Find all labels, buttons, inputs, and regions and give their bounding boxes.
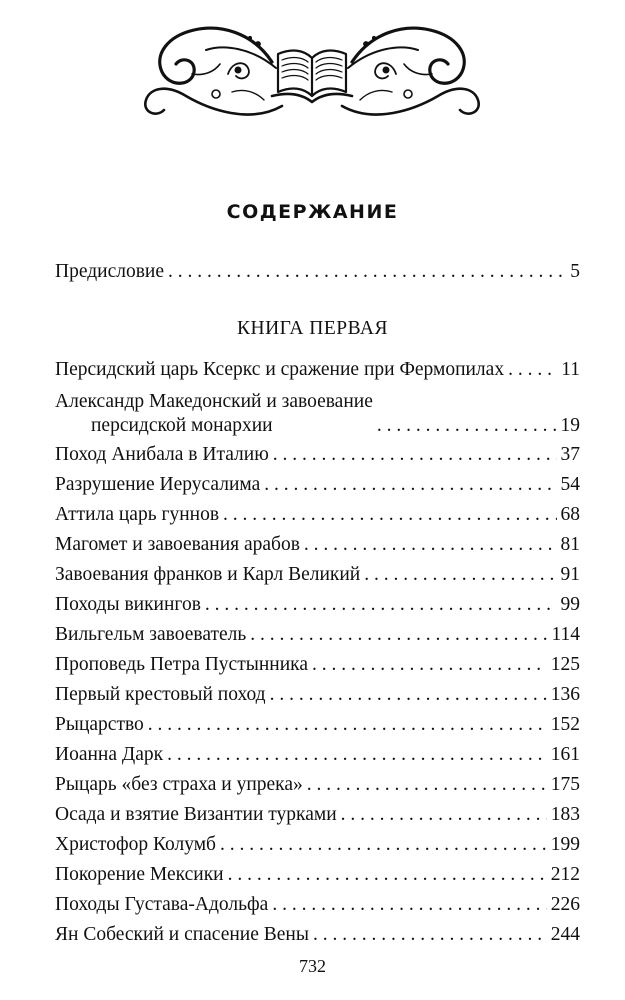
- leader-dots: [228, 863, 547, 887]
- toc-entry-page: 212: [550, 864, 580, 885]
- leader-dots: [270, 683, 547, 707]
- section-title: КНИГА ПЕРВАЯ: [237, 318, 388, 339]
- toc-entry-page: 81: [560, 534, 580, 555]
- page-title: СОДЕРЖАНИЕ: [226, 201, 399, 223]
- toc-entry-title: Иоанна Дарк: [55, 744, 164, 765]
- leader-dots: [312, 653, 547, 677]
- toc-entry-page: 244: [550, 924, 580, 945]
- leader-dots: [272, 893, 546, 917]
- toc-entry-title: Завоевания франков и Карл Великий: [55, 564, 361, 585]
- toc-entry[interactable]: [55, 557, 580, 587]
- leader-dots: [307, 773, 547, 797]
- toc-entry-page: 37: [560, 444, 580, 465]
- toc-entry[interactable]: [55, 737, 580, 767]
- toc-entry-page: 183: [550, 804, 580, 825]
- toc-entry[interactable]: [55, 527, 580, 557]
- toc-entry-page: 125: [550, 654, 580, 675]
- toc-entry[interactable]: [55, 352, 580, 382]
- toc-entry[interactable]: [55, 797, 580, 827]
- toc-entry-title: Аттила царь гуннов: [55, 504, 220, 525]
- toc-entry-page: 136: [550, 684, 580, 705]
- toc-entry-title: [55, 390, 373, 438]
- toc-entry-page: 199: [550, 834, 580, 855]
- leader-dots: [377, 414, 557, 438]
- leader-dots: [304, 533, 557, 557]
- toc-entry-title: Осада и взятие Византии турками: [55, 804, 337, 825]
- toc-entry-page: 91: [560, 564, 580, 585]
- toc-entry-title: Персидский царь Ксеркс и сражение при Фермопилах: [55, 359, 505, 380]
- toc-entry-title: Разрушение Иерусалима: [55, 474, 261, 495]
- toc-entry-title-line: Александр Македонский и завоевание: [55, 391, 373, 412]
- leader-dots: [341, 803, 547, 827]
- toc-entry[interactable]: [55, 647, 580, 677]
- toc-entry[interactable]: [55, 383, 580, 438]
- toc-entry-page: 226: [550, 894, 580, 915]
- toc-entry-page: 114: [551, 624, 580, 645]
- toc-entry-title: Рыцарь «без страха и упрека»: [55, 774, 303, 795]
- toc-entry-page: 68: [560, 504, 580, 525]
- toc-entry-page: 161: [550, 744, 580, 765]
- toc-entry-page: 19: [560, 415, 580, 436]
- toc-entry-title: Предисловие: [55, 261, 165, 282]
- toc-entry[interactable]: [55, 887, 580, 917]
- toc-entry[interactable]: [55, 587, 580, 617]
- toc-entry[interactable]: [55, 857, 580, 887]
- toc-entry-title: Рыцарство: [55, 714, 144, 735]
- leader-dots: [167, 743, 547, 767]
- leader-dots: [250, 623, 547, 647]
- toc-entry-page: 152: [550, 714, 580, 735]
- toc-entry-title: Магомет и завоевания арабов: [55, 534, 300, 555]
- leader-dots: [148, 713, 547, 737]
- toc-entry[interactable]: [55, 497, 580, 527]
- toc-entry-title: Проповедь Петра Пустынника: [55, 654, 308, 675]
- toc-entry[interactable]: [55, 707, 580, 737]
- toc-entry-title: Первый крестовый поход: [55, 684, 266, 705]
- leader-dots: [264, 473, 556, 497]
- toc-entry[interactable]: [55, 917, 580, 947]
- toc-entry-title: Вильгельм завоеватель: [55, 624, 247, 645]
- toc-entry[interactable]: [55, 827, 580, 857]
- toc-entry-title: Христофор Колумб: [55, 834, 216, 855]
- leader-dots: [223, 503, 556, 527]
- leader-dots: [168, 260, 566, 284]
- leader-dots: [364, 563, 556, 587]
- toc-entry[interactable]: [55, 677, 580, 707]
- toc-entry-title: Походы Густава-Адольфа: [55, 894, 269, 915]
- toc-entry[interactable]: [55, 467, 580, 497]
- toc-entry[interactable]: [55, 767, 580, 797]
- toc-entry-page: 99: [560, 594, 580, 615]
- leader-dots: [205, 593, 557, 617]
- leader-dots: [273, 443, 557, 467]
- toc-entry[interactable]: [55, 437, 580, 467]
- toc-entry-title: Походы викингов: [55, 594, 201, 615]
- toc-entry[interactable]: [55, 617, 580, 647]
- leader-dots: [313, 923, 547, 947]
- toc-entry-title: Поход Анибала в Италию: [55, 444, 269, 465]
- toc-entry-page: 54: [560, 474, 580, 495]
- toc-entry-title-line: персидской монархии: [91, 415, 273, 436]
- page-number: 732: [299, 956, 326, 976]
- leader-dots: [508, 358, 557, 382]
- open-book-flourish-icon: [132, 14, 492, 132]
- toc-entry-foreword[interactable]: [55, 254, 580, 284]
- leader-dots: [220, 833, 547, 857]
- toc-entry-title: Ян Собеский и спасение Вены: [55, 924, 309, 945]
- toc-entry-page: 175: [550, 774, 580, 795]
- toc-entry-page: 5: [570, 261, 580, 282]
- toc-entry-page: 11: [561, 359, 580, 380]
- toc-entry-title: Покорение Мексики: [55, 864, 224, 885]
